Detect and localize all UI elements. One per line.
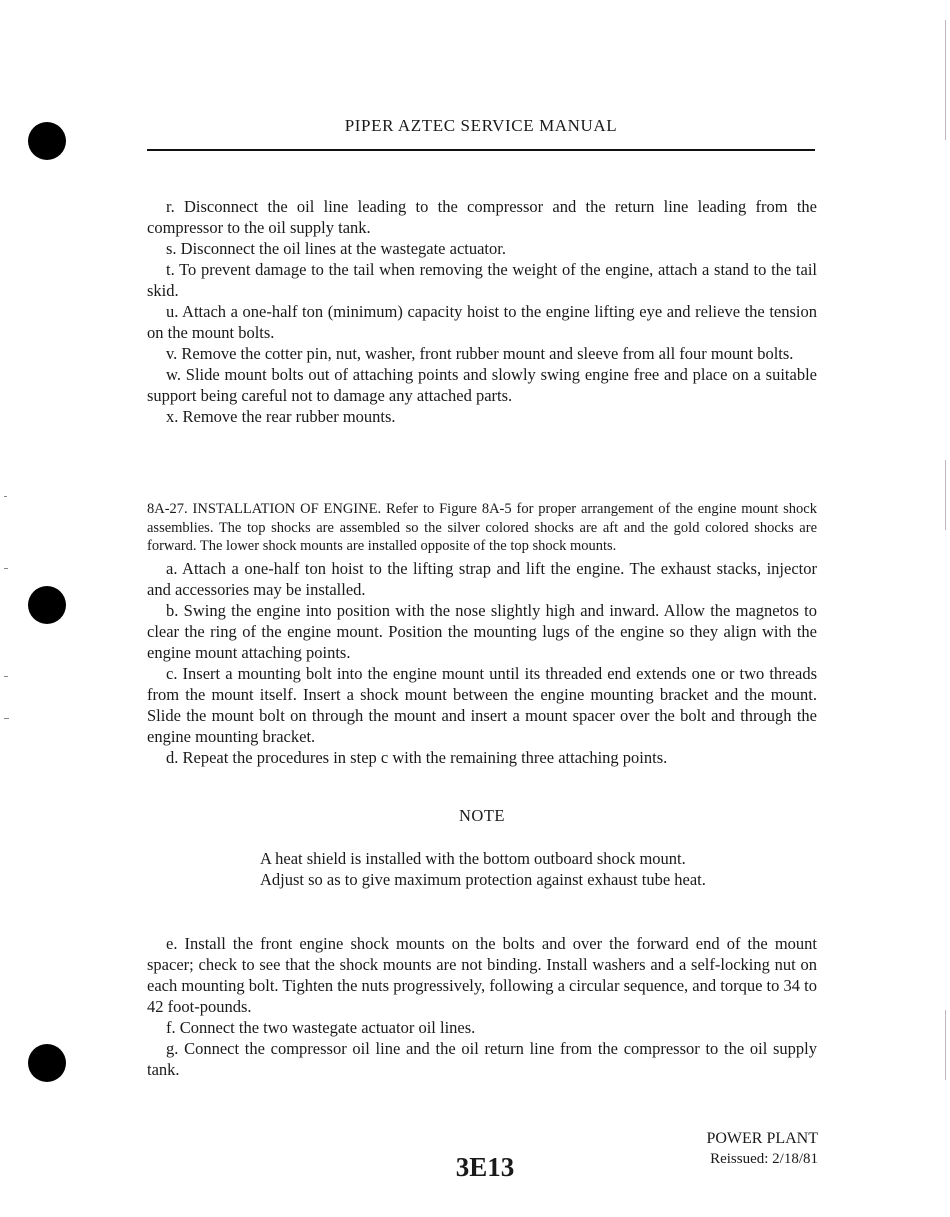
step-v: v. Remove the cotter pin, nut, washer, front rubber mount and sleeve from all four mount bolts.	[166, 344, 794, 363]
step-e: e. Install the front engine shock mounts on the bolts and over the forward end of the mount spacer; check to see that the shock mounts are not binding. Install washers and a self-locking nut on each mounting bolt. Tighten the nuts progressively, following a circular sequence, and torque to 34 to 42 foot-pounds.	[147, 934, 817, 1016]
note-text: A heat shield is installed with the bottom outboard shock mount. Adjust so as to give maximum protection against exhaust tube heat.	[260, 849, 706, 889]
binder-hole	[28, 586, 66, 624]
step-w: w. Slide mount bolts out of attaching points and slowly swing engine free and place on a suitable support being careful not to damage any attached parts.	[147, 365, 817, 405]
step-c: c. Insert a mounting bolt into the engine mount until its threaded end extends one or two threads from the mount itself. Insert a shock mount between the engine mounting bracket and the mount. Slide the mount bolt on through the mount and insert a mount spacer over the bolt and through the engine mounting bracket.	[147, 663, 817, 746]
binder-hole	[28, 1044, 66, 1082]
step-r: r. Disconnect the oil line leading to the compressor and the return line leading from the compressor to the oil supply tank.	[147, 197, 817, 237]
scan-mark	[4, 718, 9, 719]
header-rule	[147, 149, 815, 151]
footer-reissued: Reissued: 2/18/81	[710, 1151, 818, 1167]
scan-edge-line	[945, 460, 946, 530]
section-heading: 8A-27. INSTALLATION OF ENGINE. Refer to Figure 8A-5 for proper arrangement of the engine mount shock assemblies. The top shocks are assembled so the silver colored shocks are aft and the gold colored shocks are forward. The lower shock mounts are installed opposite of the top shock mounts.	[147, 501, 817, 554]
page-number: 3E13	[455, 1152, 515, 1182]
installation-section	[147, 500, 817, 768]
step-t: t. To prevent damage to the tail when removing the weight of the engine, attach a stand to the tail skid.	[147, 260, 817, 300]
step-a: a. Attach a one-half ton hoist to the lifting strap and lift the engine. The exhaust stacks, injector and accessories may be installed.	[147, 558, 817, 599]
step-u: u. Attach a one-half ton (minimum) capacity hoist to the engine lifting eye and relieve the tension on the mount bolts.	[147, 302, 817, 342]
page-header: PIPER AZTEC SERVICE MANUAL	[344, 116, 618, 135]
footer-section: POWER PLANT	[706, 1130, 818, 1147]
installation-continued	[147, 933, 817, 1080]
scan-mark	[4, 496, 7, 497]
scan-edge-line	[945, 1010, 946, 1080]
step-s: s. Disconnect the oil lines at the wastegate actuator.	[166, 239, 506, 258]
step-b: b. Swing the engine into position with the nose slightly high and inward. Allow the magnetos to clear the ring of the engine mount. Position the mounting lugs of the engine so they align with the engine mount attaching points.	[147, 600, 817, 662]
removal-steps	[147, 196, 817, 427]
scan-edge-line	[945, 20, 946, 140]
step-d: d. Repeat the procedures in step c with the remaining three attaching points.	[166, 747, 668, 767]
scan-mark	[4, 676, 8, 677]
binder-hole	[28, 122, 66, 160]
scan-mark	[4, 568, 8, 569]
step-x: x. Remove the rear rubber mounts.	[166, 407, 396, 426]
step-f: f. Connect the two wastegate actuator oil lines.	[166, 1018, 476, 1037]
step-g: g. Connect the compressor oil line and the oil return line from the compressor to the oil supply tank.	[147, 1039, 817, 1079]
note-title: NOTE	[459, 806, 505, 825]
footer-info	[640, 1129, 818, 1169]
